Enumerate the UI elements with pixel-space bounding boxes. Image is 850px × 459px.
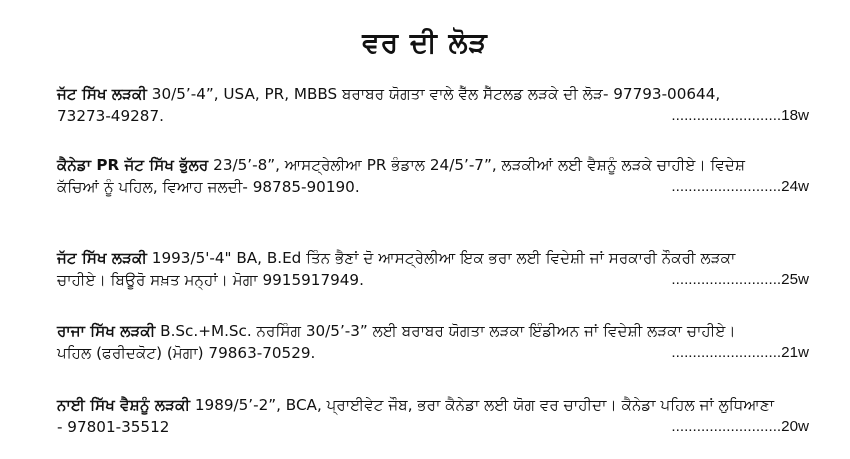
ad-line-2	[57, 269, 815, 291]
classified-ad	[57, 247, 815, 291]
ad-reference: ..........................20w	[671, 418, 809, 435]
classified-ad	[57, 320, 815, 364]
ad-line-1	[57, 154, 815, 176]
ad-line-2	[57, 176, 815, 198]
ad-text-continued: ਕੱਚਿਆਂ ਨੂੰ ਪਹਿਲ, ਵਿਆਹ ਜਲਦੀ- 98785-90190.	[57, 178, 360, 196]
classified-ad	[57, 394, 815, 438]
ad-reference: ..........................18w	[671, 107, 809, 124]
ad-text: B.Sc.+M.Sc. ਨਰਸਿੰਗ 30/5’-3” ਲਈ ਬਰਾਬਰ ਯੋਗਤਾ ਲੜਕਾ ਇੰਡੀਅਨ ਜਾਂ ਵਿਦੇਸ਼ੀ ਲੜਕਾ ਚਾਹੀਏ।	[155, 322, 736, 340]
ad-text-continued: - 97801-35512	[57, 418, 170, 436]
ad-heading: ਜੱਟ ਸਿੱਖ ਲੜਕੀ	[57, 249, 147, 267]
ad-heading: ਕੈਨੇਡਾ PR ਜੱਟ ਸਿੱਖ ਭੁੱਲਰ	[57, 156, 209, 174]
ad-heading: ਜੱਟ ਸਿੱਖ ਲੜਕੀ	[57, 85, 147, 103]
ad-heading: ਨਾਈ ਸਿੱਖ ਵੈਸ਼ਨੂੰ ਲੜਕੀ	[57, 396, 191, 414]
ad-line-1	[57, 394, 815, 416]
ad-text-continued: 73273-49287.	[57, 107, 164, 125]
ad-text-continued: ਪਹਿਲ (ਫਰੀਦਕੋਟ) (ਮੋਗਾ) 79863-70529.	[57, 344, 316, 362]
ad-reference: ..........................24w	[671, 178, 809, 195]
page-title: ਵਰ ਦੀ ਲੋੜ	[362, 26, 488, 59]
ad-line-2	[57, 416, 815, 438]
ad-line-1	[57, 320, 815, 342]
ad-text: 1989/5’-2”, BCA, ਪ੍ਰਾਈਵੇਟ ਜੌਬ, ਭਰਾ ਕੈਨੇਡਾ ਲਈ ਯੋਗ ਵਰ ਚਾਹੀਦਾ। ਕੈਨੇਡਾ ਪਹਿਲ ਜਾਂ ਲੁਧਿਆਣਾ	[190, 396, 775, 414]
classified-ad	[57, 154, 815, 198]
ad-heading: ਰਾਜਾ ਸਿੱਖ ਲੜਕੀ	[57, 322, 156, 340]
ad-text: 1993/5'-4" BA, B.Ed ਤਿੰਨ ਭੈਣਾਂ ਦੋ ਆਸਟ੍ਰੇਲੀਆ ਇਕ ਭਰਾ ਲਈ ਵਿਦੇਸ਼ੀ ਜਾਂ ਸਰਕਾਰੀ ਨੌਕਰੀ ਲੜਕਾ	[146, 249, 736, 267]
ad-line-1	[57, 83, 815, 105]
ad-text-continued: ਚਾਹੀਏ। ਬਿਊਰੋ ਸਖ਼ਤ ਮਨ੍ਹਾਂ। ਮੋਗਾ 9915917949.	[57, 271, 364, 289]
ad-line-2	[57, 342, 815, 364]
ad-line-2	[57, 105, 815, 127]
ad-text: 30/5’-4”, USA, PR, MBBS ਬਰਾਬਰ ਯੋਗਤਾ ਵਾਲੇ ਵੈੱਲ ਸੈੱਟਲਡ ਲੜਕੇ ਦੀ ਲੋੜ- 97793-00644,	[146, 85, 721, 103]
classified-ad	[57, 83, 815, 127]
ad-reference: ..........................25w	[671, 271, 809, 288]
ad-text: 23/5’-8”, ਆਸਟ੍ਰੇਲੀਆ PR ਭੰਡਾਲ 24/5’-7”, ਲੜਕੀਆਂ ਲਈ ਵੈਸ਼ਨੂੰ ਲੜਕੇ ਚਾਹੀਏ। ਵਿਦੇਸ਼	[208, 156, 746, 174]
ad-line-1	[57, 247, 815, 269]
ad-reference: ..........................21w	[671, 344, 809, 361]
